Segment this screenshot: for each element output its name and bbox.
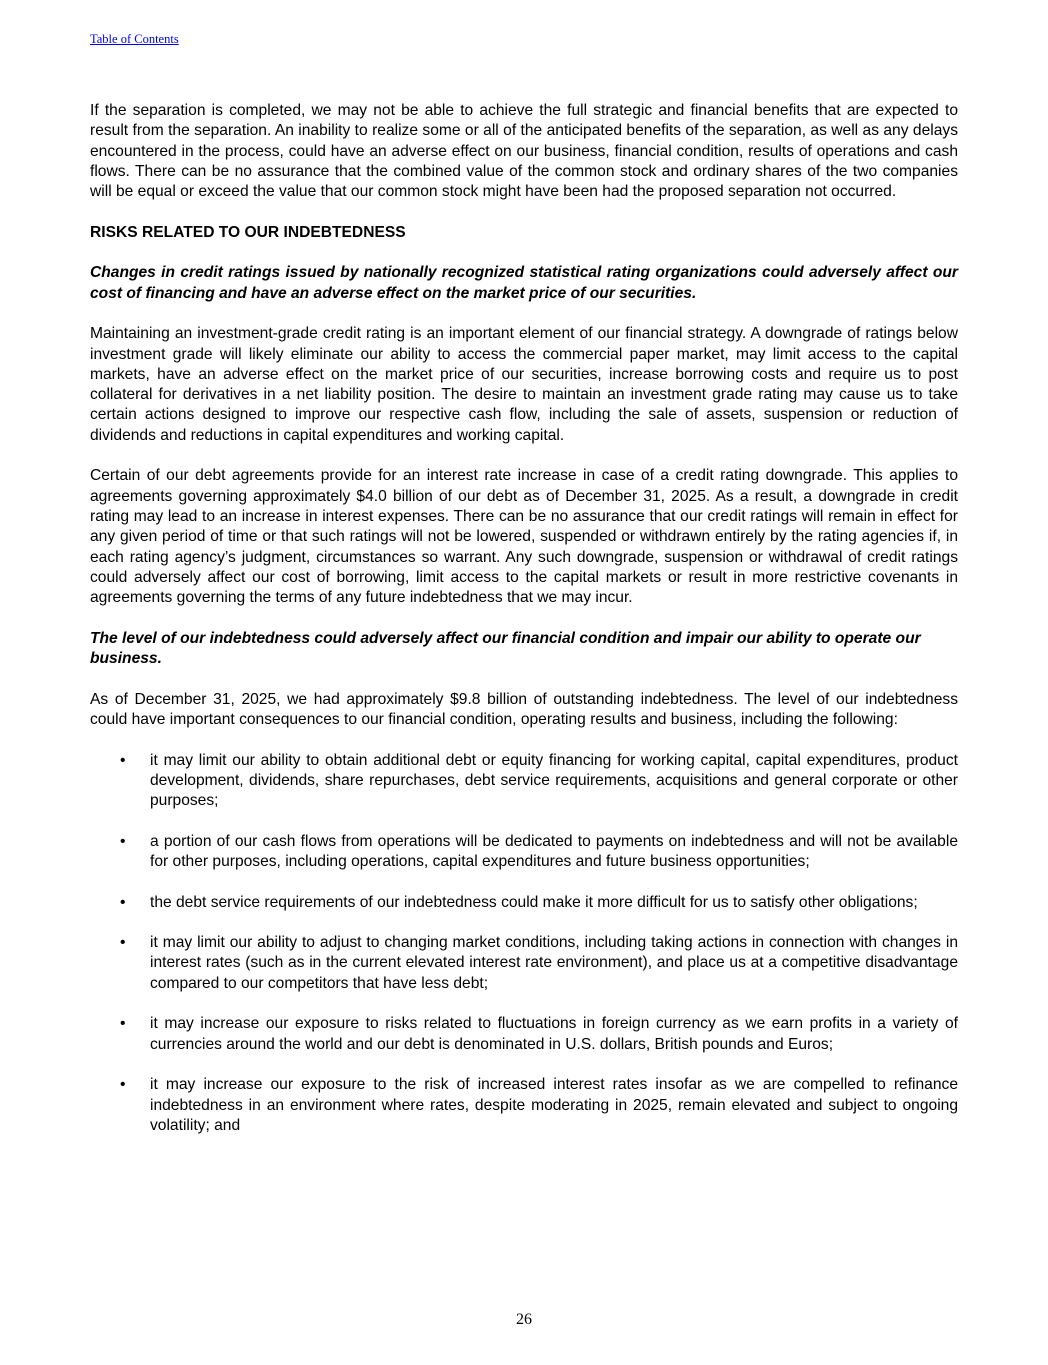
list-item [90,1014,958,1055]
bullet-icon: • [120,893,126,911]
list-item-text: it may increase our exposure to the risk of increased interest rates insofar as we are compelled to refinance indebtedness in an environment where rates, despite moderating in 2025, remain elevated and subject to ongoing volatility; and [150,1076,958,1134]
risk-title-credit-ratings: Changes in credit ratings issued by nationally recognized statistical rating organizations could adversely affect our cost of financing and have an adverse effect on the market price of our securities. [90,264,958,302]
list-item-text: it may limit our ability to obtain additional debt or equity financing for working capital, capital expenditures, product development, dividends, share repurchases, debt service requirements, acquisitions and general corporate or other purposes; [150,751,958,810]
page-number: 26 [516,1311,532,1328]
consequences-list [90,751,958,1137]
list-item-text: it may increase our exposure to risks related to fluctuations in foreign currency as we earn profits in a variety of currencies around the world and our debt is denominated in U.S. dollars, British pounds and Euros; [150,1015,958,1053]
indebtedness-paragraph: As of December 31, 2025, we had approximately $9.8 billion of outstanding indebtedness. The level of our indebtedness could have important consequences to our financial condition, operating results and business, including the following: [90,690,958,728]
bullet-icon: • [120,751,126,769]
list-item [90,893,958,913]
list-item-text: the debt service requirements of our indebtedness could make it more difficult for us to satisfy other obligations; [150,893,918,911]
risk-title-indebtedness-level: The level of our indebtedness could adversely affect our financial condition and impair our ability to operate our business. [90,629,921,668]
bullet-icon: • [120,934,126,952]
bullet-icon: • [120,1076,126,1094]
credit-rating-paragraph-1: Maintaining an investment-grade credit rating is an important element of our financial strategy. A downgrade of ratings below investment grade will likely eliminate our ability to access the commercial paper market, may limit access to the capital markets, have an adverse effect on the market price of our securities, increase borrowing costs and require us to post collateral for derivatives in a net liability position. The desire to maintain an investment grade rating may cause us to take certain actions designed to improve our respective cash flow, including the sale of assets, suspension or reduction of dividends and reductions in capital expenditures and working capital. [90,325,958,444]
bullet-icon: • [120,832,126,850]
intro-paragraph: If the separation is completed, we may not be able to achieve the full strategic and financial benefits that are expected to result from the separation. An inability to realize some or all of the anticipated benefits of the separation, as well as any delays encountered in the process, could have an adverse effect on our business, financial condition, results of operations and cash flows. There can be no assurance that the combined value of the common stock and ordinary shares of the two companies will be equal or exceed the value that our common stock might have been had the proposed separation not occurred. [90,102,958,201]
list-item [90,1075,958,1136]
list-item-text: a portion of our cash flows from operations will be dedicated to payments on indebtedness and will not be available for other purposes, including operations, capital expenditures and future business opportunities; [150,832,958,870]
list-item [90,832,958,873]
list-item [90,751,958,812]
section-heading-indebtedness: RISKS RELATED TO OUR INDEBTEDNESS [90,223,406,241]
table-of-contents-link[interactable]: Table of Contents [90,32,179,46]
document-body [90,101,958,1156]
list-item [90,933,958,994]
list-item-text: it may limit our ability to adjust to changing market conditions, including taking actions in connection with changes in interest rates (such as in the current elevated interest rate environment), and place us at a competitive disadvantage compared to our competitors that have less debt; [150,934,958,992]
bullet-icon: • [120,1015,126,1033]
credit-rating-paragraph-2: Certain of our debt agreements provide for an interest rate increase in case of a credit rating downgrade. This applies to agreements governing approximately $4.0 billion of our debt as of December 31, 2025. As a result, a downgrade in credit rating may lead to an increase in interest expenses. There can be no assurance that our credit ratings will remain in effect for any given period of time or that such ratings will not be lowered, suspended or withdrawn entirely by the rating agencies if, in each rating agency’s judgment, circumstances so warrant. Any such downgrade, suspension or withdrawal of credit ratings could adversely affect our cost of borrowing, limit access to the capital markets or result in more restrictive covenants in agreements governing the terms of any future indebtedness that we may incur. [90,467,958,607]
